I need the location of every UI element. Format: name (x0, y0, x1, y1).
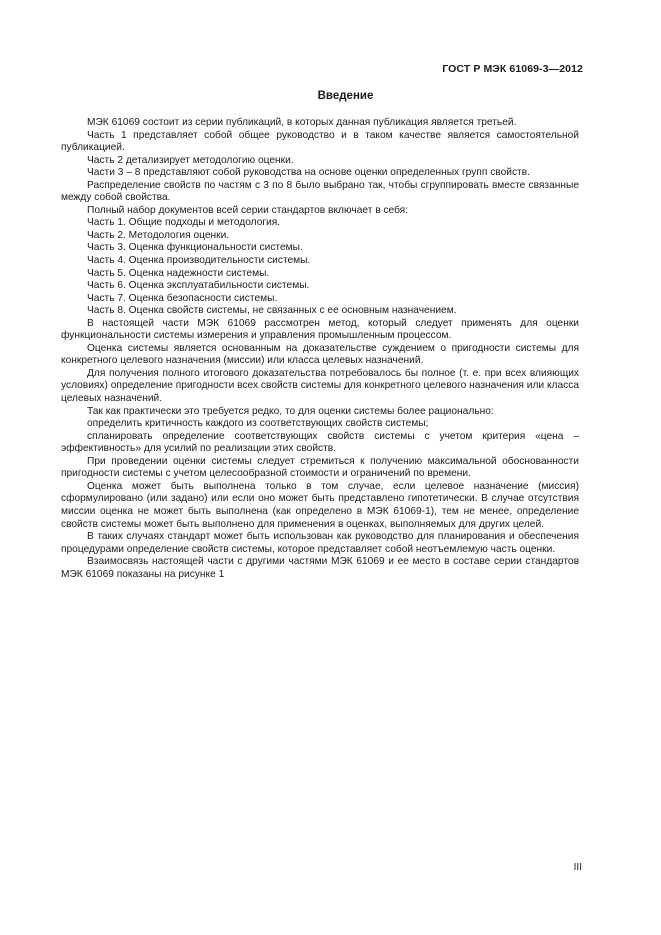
paragraph: МЭК 61069 состоит из серии публикаций, в которых данная публикация является третьей. (87, 117, 517, 128)
section-body (61, 117, 579, 581)
list-item: Часть 6. Оценка эксплуатабильности системы. (87, 280, 310, 292)
paragraph: В таких случаях стандарт может быть использован как руководство для планирования и обеспечения процедурами определение свойств системы, которое представляет собой неотъемлемую часть оценки. (61, 531, 579, 555)
paragraph: При проведении оценки системы следует стремиться к получению максимальной обоснованности пригодности системы с учетом целесообразной стоимости и ограничений по времени. (61, 455, 579, 480)
list-item: спланировать определение соответствующих свойств системы с учетом критерия «цена – эффективность» для усилий по реализации этих свойств. (61, 430, 579, 455)
paragraph: Оценка системы является основанным на доказательстве суждением о пригодности системы для конкретного целевого назначения (миссии) или класса целевых назначений. (61, 342, 579, 367)
list-item: Часть 2. Методология оценки. (87, 229, 230, 241)
paragraph: Полный набор документов всей серии стандартов включает в себя: (87, 204, 409, 216)
list-item: Часть 8. Оценка свойств системы, не связанных с ее основным назначением. (87, 305, 457, 317)
paragraph: Часть 1 представляет собой общее руководство и в таком качестве является самостоятельной публикацией. (61, 129, 579, 154)
paragraph: В настоящей части МЭК 61069 рассмотрен метод, который следует применять для оценки функциональности системы измерения и управления промышленным процессом. (61, 317, 579, 342)
paragraph: Часть 2 детализирует методологию оценки. (87, 154, 294, 166)
list-item: Часть 1. Общие подходы и методология. (87, 217, 281, 229)
document-code: ГОСТ Р МЭК 61069-3—2012 (442, 63, 583, 75)
list-item: Часть 3. Оценка функциональности системы. (87, 242, 303, 254)
paragraph: Оценка может быть выполнена только в том случае, если целевое назначение (миссия) сформулировано (или задано) или если оно может быть представлено гипотетически. В случае отсутствия миссии оценка не может быть выполнена (как определено в МЭК 61069-1), тем не менее, определение свойств системы может быть выполнено для применения в оценках, выполняемых для других целей. (61, 480, 579, 530)
list-item: Часть 5. Оценка надежности системы. (87, 267, 270, 279)
paragraph: Распределение свойств по частям с 3 по 8 было выбрано так, чтобы сгруппировать вместе связанные между собой свойства. (61, 179, 579, 204)
paragraph: Взаимосвязь настоящей части с другими частями МЭК 61069 и ее место в составе серии стандартов МЭК 61069 показаны на рисунке 1 (61, 556, 579, 580)
section-title: Введение (317, 90, 374, 102)
list-item: Часть 7. Оценка безопасности системы. (87, 292, 278, 304)
paragraph: Для получения полного итогового доказательства потребовалось бы полное (т. е. при всех влияющих условиях) определение пригодности всех свойств системы для конкретного целевого назначения или класса целевых назначений. (61, 367, 579, 405)
paragraph: Части 3 – 8 представляют собой руководства на основе оценки определенных групп свойств. (87, 167, 530, 179)
list-item: определить критичность каждого из соответствующих свойств системы; (87, 418, 429, 430)
list-item: Часть 4. Оценка производительности системы. (87, 255, 311, 267)
page-number: III (573, 862, 582, 873)
paragraph: Так как практически это требуется редко, то для оценки системы более рационально: (87, 405, 494, 417)
